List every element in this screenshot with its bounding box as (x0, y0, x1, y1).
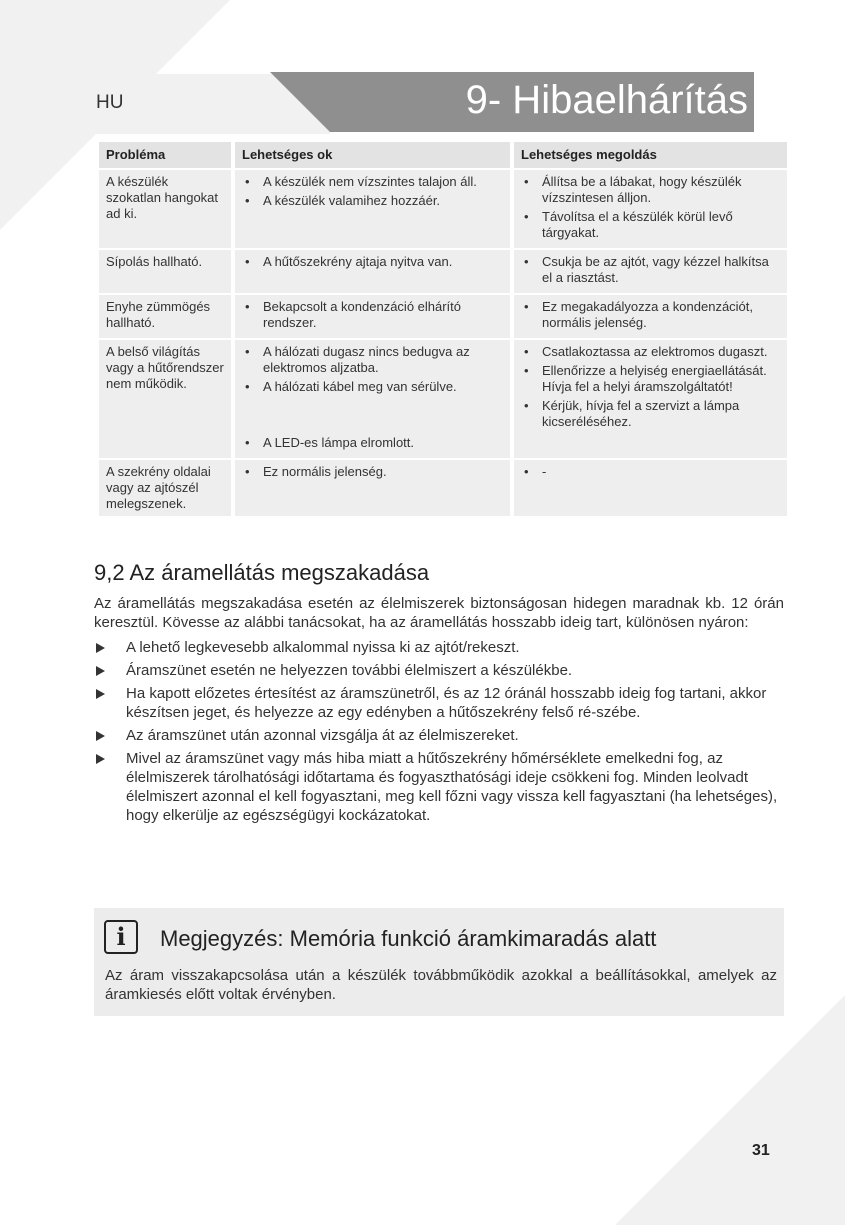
header-cause: Lehetséges ok (235, 142, 510, 168)
cause-item: • Ez normális jelenség. (242, 464, 504, 480)
tip-item: Az áramszünet után azonnal vizsgálja át az élelmiszereket. (94, 726, 784, 745)
note-text: Az áram visszakapcsolása után a készülék továbbműködik azokkal a beállításokkal, amelyek az áramkiesés előtt voltak érvényben. (105, 967, 777, 1003)
cause-item: • A hálózati dugasz nincs bedugva az elektromos aljzatba. (242, 344, 504, 376)
solution-item: • Távolítsa el a készülék körül levő tárgyakat. (521, 209, 781, 241)
solution-cell (514, 295, 787, 338)
cause-cell (235, 340, 510, 458)
tip-item: Áramszünet esetén ne helyezzen további élelmiszert a készülékbe. (94, 661, 784, 680)
problem-cell: A szekrény oldalai vagy az ajtószél melegszenek. (99, 460, 231, 516)
solution-cell (514, 340, 787, 458)
cause-cell (235, 250, 510, 293)
solution-item: • Állítsa be a lábakat, hogy készülék vízszintesen álljon. (521, 174, 781, 206)
note-box (94, 908, 784, 1016)
problem-cell: Sípolás hallható. (99, 250, 231, 293)
triangle-bullet-icon (96, 754, 105, 764)
power-outage-heading: 9,2 Az áramellátás megszakadása (94, 560, 430, 585)
language-code: HU (96, 92, 124, 113)
problem-cell: A készülék szokatlan hangokat ad ki. (99, 170, 231, 248)
tip-item: Mivel az áramszünet vagy más hiba miatt a hűtőszekrény hőmérséklete emelkedni fog, az élelmiszerek tárolhatósági időtartama és fogyaszthatósági ideje csökkeni fog. Minden leolvadt élelmiszert azonnal el kell fogyasztani, meg kell főzni vagy vissza kell fagyasztani (ha lehetséges), hogy elkerülje az egészségügyi kockázatokat. (94, 749, 784, 825)
cause-item: • A LED-es lámpa elromlott. (242, 435, 504, 451)
tip-item: Ha kapott előzetes értesítést az áramszünetről, és az 12 óránál hosszabb ideig fog tartani, akkor készítsen jeget, és helyezze az egy edényben a hűtőszekrény felső ré-szébe. (94, 684, 784, 722)
table-header-row (99, 142, 787, 168)
solution-item: • - (521, 464, 781, 480)
power-outage-tips (94, 638, 784, 825)
cause-cell (235, 170, 510, 248)
solution-item: • Ellenőrizze a helyiség energiaellátását. Hívja fel a helyi áramszolgáltatót! (521, 363, 781, 395)
power-outage-intro: Az áramellátás megszakadása esetén az élelmiszerek biztonságosan hidegen maradnak kb. 12 órán keresztül. Kövesse az alábbi tanácsokat, ha az áramellátás hosszabb ideig tart, különösen nyáron: (94, 595, 784, 631)
header-problem: Probléma (99, 142, 231, 168)
table-row (99, 250, 787, 293)
cause-item: • A készülék nem vízszintes talajon áll. (242, 174, 504, 190)
tip-item: A lehető legkevesebb alkalommal nyissa ki az ajtót/rekeszt. (94, 638, 784, 657)
cause-item: • Bekapcsolt a kondenzáció elhárító rendszer. (242, 299, 504, 331)
cause-cell (235, 460, 510, 516)
section-title: 9- Hibaelhárítás (465, 78, 748, 122)
problem-cell: A belső világítás vagy a hűtőrendszer nem működik. (99, 340, 231, 458)
solution-cell (514, 250, 787, 293)
header-solution: Lehetséges megoldás (514, 142, 787, 168)
solution-item: • Kérjük, hívja fel a szervizt a lámpa kicseréléséhez. (521, 398, 781, 430)
note-title: Megjegyzés: Memória funkció áramkimaradás alatt (160, 926, 657, 951)
table-row (99, 295, 787, 338)
table-row (99, 170, 787, 248)
power-outage-section (94, 594, 784, 829)
table-row (99, 460, 787, 516)
header-band-left (0, 74, 330, 134)
troubleshooting-table (95, 140, 791, 518)
cause-item: • A készülék valamihez hozzáér. (242, 193, 504, 209)
solution-item: • Csukja be az ajtót, vagy kézzel halkítsa el a riasztást. (521, 254, 781, 286)
triangle-bullet-icon (96, 666, 105, 676)
triangle-bullet-icon (96, 643, 105, 653)
page-number: 31 (752, 1142, 770, 1159)
cause-item: • A hűtőszekrény ajtaja nyitva van. (242, 254, 504, 270)
triangle-bullet-icon (96, 689, 105, 699)
triangle-bullet-icon (96, 731, 105, 741)
problem-cell: Enyhe zümmögés hallható. (99, 295, 231, 338)
solution-item: • Ez megakadályozza a kondenzációt, normális jelenség. (521, 299, 781, 331)
solution-cell (514, 170, 787, 248)
cause-item: • A hálózati kábel meg van sérülve. (242, 379, 504, 395)
corner-decoration-bottom-right (615, 995, 845, 1225)
solution-item: • Csatlakoztassa az elektromos dugaszt. (521, 344, 781, 360)
info-icon: i (104, 920, 138, 954)
cause-cell (235, 295, 510, 338)
solution-cell (514, 460, 787, 516)
table-row (99, 340, 787, 458)
